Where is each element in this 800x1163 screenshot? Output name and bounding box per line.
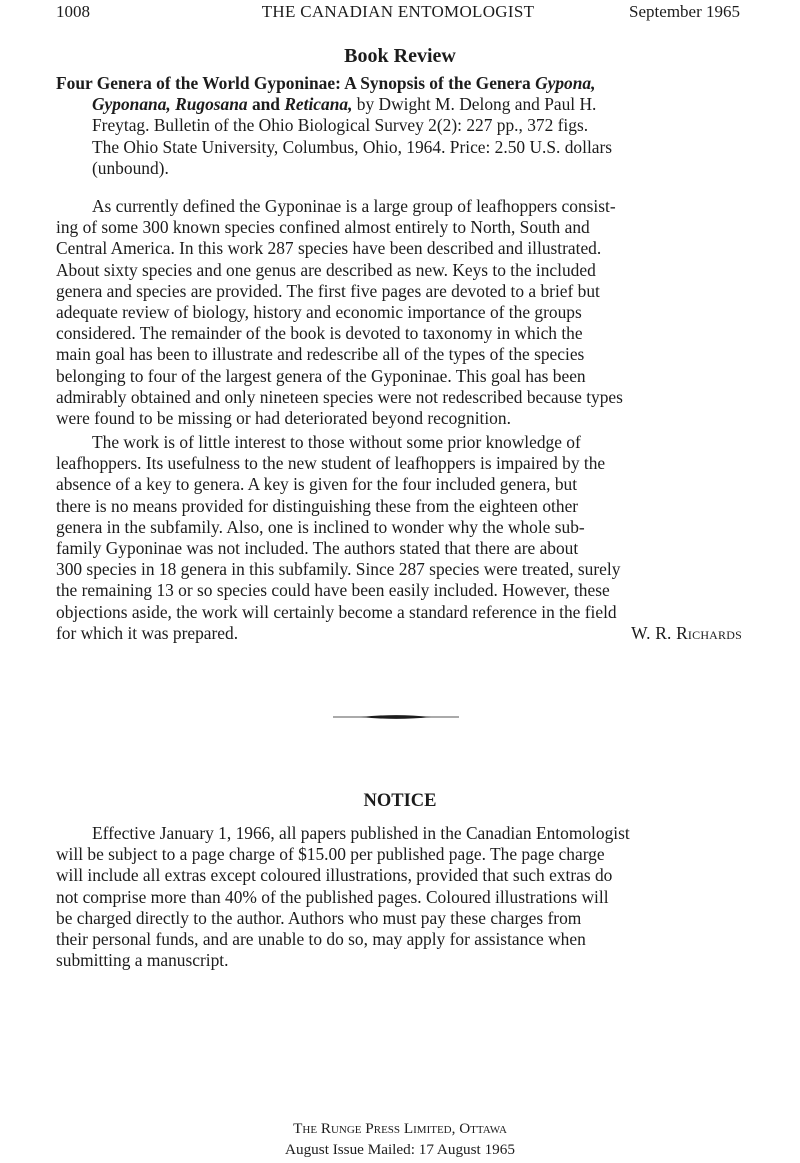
text-line: not comprise more than 40% of the published pages. Coloured illustrations will [56,886,609,907]
review-paragraph-1 [56,196,742,429]
text-line: Central America. In this work 287 species have been described and illustrated. [56,238,602,259]
review-citation [56,73,742,179]
notice-heading: NOTICE [363,791,437,811]
citation-line-5: (unbound). [92,157,169,178]
text-line: ing of some 300 known species confined almost entirely to North, South and [56,217,590,238]
text-line: family Gyponinae was not included. The authors stated that there are about [56,537,579,558]
text-line: belonging to four of the largest genera of the Gyponinae. This goal has been [56,365,586,386]
text-line: for which it was prepared. [56,622,239,643]
issue-date: September 1965 [629,2,740,21]
citation-authors: by Dwight M. Delong and Paul H. [352,94,597,115]
text-line: were found to be missing or had deteriorated beyond recognition. [56,407,511,428]
page-footer [0,1118,800,1160]
notice-paragraph [56,823,742,971]
text-line: 300 species in 18 genera in this subfamily. Since 287 species were treated, surely [56,559,621,580]
running-head [56,1,740,23]
section-divider-ornament [333,712,459,722]
text-line: there is no means provided for distinguishing these from the eighteen other [56,495,579,516]
citation-conjunction: and [247,94,285,115]
mailing-date: August Issue Mailed: 17 August 1965 [285,1141,515,1158]
text-line: As currently defined the Gyponinae is a large group of leafhoppers consist- [92,196,616,216]
text-line: their personal funds, and are unable to do so, may apply for assistance when [56,928,586,949]
text-line: will include all extras except coloured illustrations, provided that such extras do [56,865,613,886]
text-line: leafhoppers. Its usefulness to the new student of leafhoppers is impaired by the [56,453,606,474]
book-review-heading: Book Review [344,45,456,67]
printer-imprint: The Runge Press Limited, Ottawa [293,1120,507,1137]
citation-line-4: The Ohio State University, Columbus, Ohio, 1964. Price: 2.50 U.S. dollars [92,136,613,157]
genus-name: Reticana, [284,94,353,115]
text-line-last [56,623,742,644]
text-line: genera and species are provided. The first five pages are devoted to a brief but [56,280,600,301]
text-line: the remaining 13 or so species could have been easily included. However, these [56,580,610,601]
citation-line-2 [56,94,742,115]
text-line: genera in the subfamily. Also, one is inclined to wonder why the whole sub- [56,516,585,537]
citation-title-part: Four Genera of the World Gyponinae: A Synopsis of the Genera [56,73,536,93]
review-paragraph-2 [56,432,742,644]
text-line: About sixty species and one genus are described as new. Keys to the included [56,259,596,280]
genus-name: Gypona, [535,73,596,93]
page-number: 1008 [56,2,90,21]
genus-names: Gyponana, Rugosana [92,94,248,115]
journal-title: THE CANADIAN ENTOMOLOGIST [261,2,535,21]
citation-line-3: Freytag. Bulletin of the Ohio Biological Survey 2(2): 227 pp., 372 figs. [92,115,589,136]
text-line: admirably obtained and only nineteen species were not redescribed because types [56,386,623,407]
text-line: submitting a manuscript. [56,950,229,971]
text-line: adequate review of biology, history and economic importance of the groups [56,301,582,322]
reviewer-signature: W. R. Richards [631,622,742,643]
text-line: will be subject to a page charge of $15.00 per published page. The page charge [56,844,605,865]
text-line: absence of a key to genera. A key is given for the four included genera, but [56,474,578,495]
citation-line-1 [56,73,742,94]
text-line: considered. The remainder of the book is devoted to taxonomy in which the [56,323,583,344]
text-line: main goal has been to illustrate and redescribe all of the types of the species [56,344,585,365]
text-line: be charged directly to the author. Authors who must pay these charges from [56,907,582,928]
text-line: The work is of little interest to those without some prior knowledge of [92,432,581,452]
text-line: Effective January 1, 1966, all papers published in the Canadian Entomologist [92,823,630,843]
text-line: objections aside, the work will certainly become a standard reference in the field [56,601,617,622]
